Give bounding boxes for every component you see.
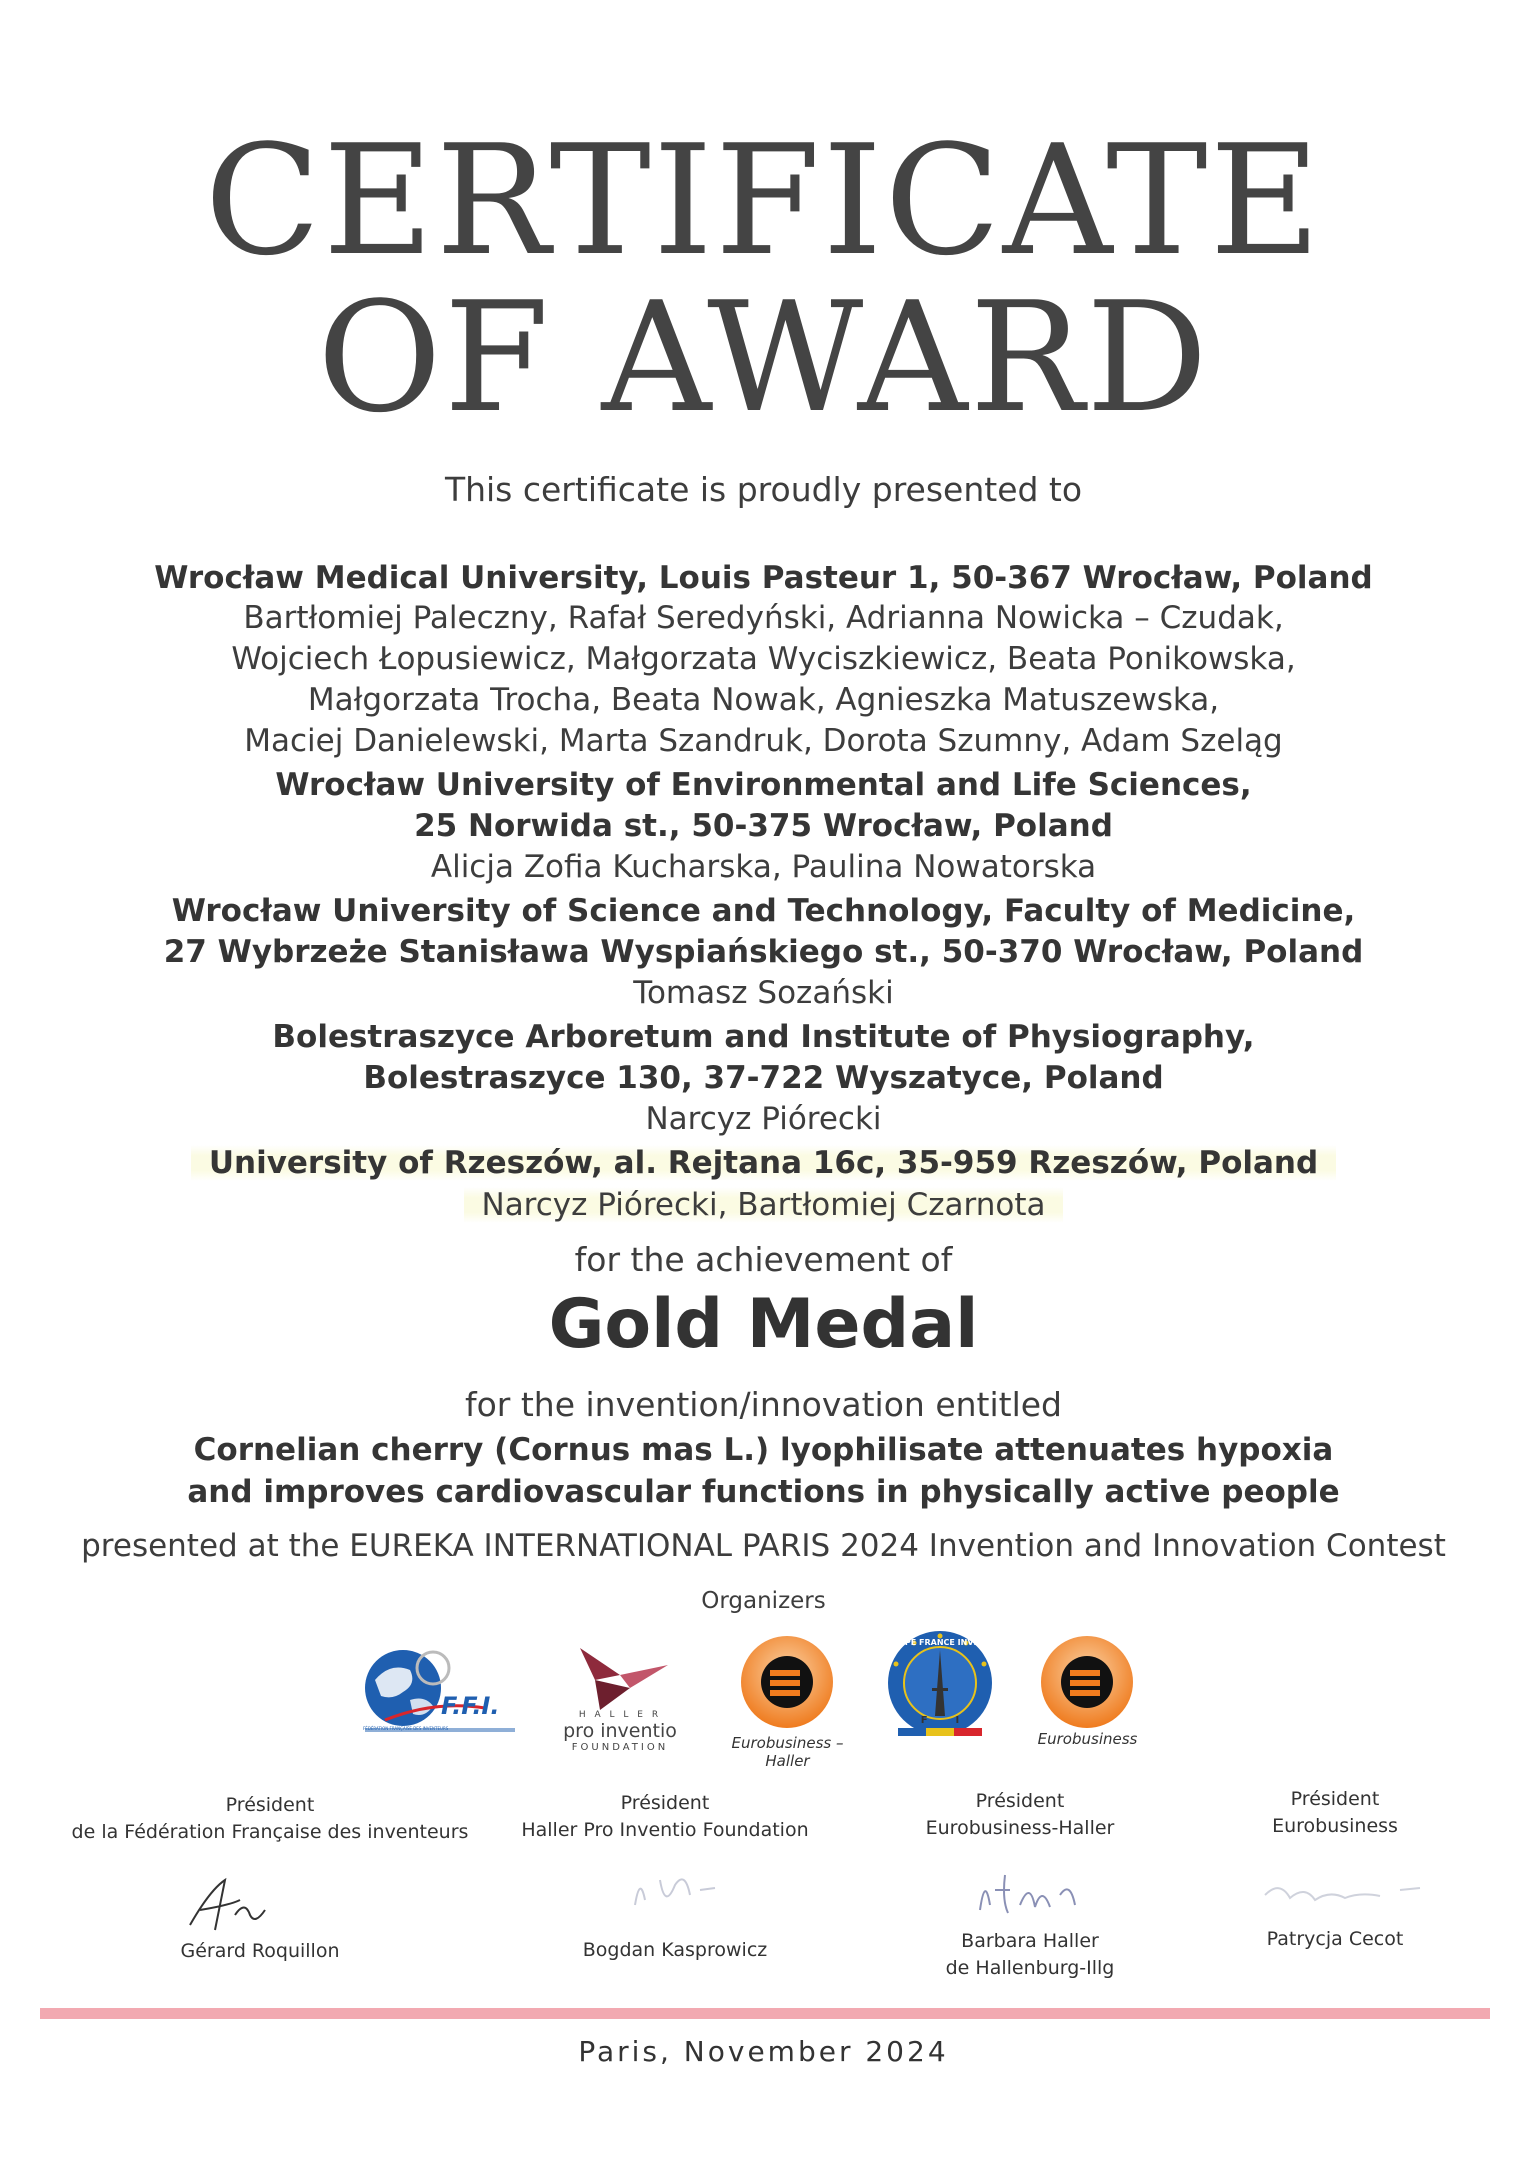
signature-haller	[970, 1865, 1090, 1925]
organizers-label: Organizers	[701, 1588, 826, 1614]
signatory-haller-name	[510, 1937, 840, 1964]
recipient-line-text: Bolestraszyce 130, 37-722 Wyszatyce, Poland	[363, 1060, 1164, 1096]
recipient-line	[0, 893, 1527, 929]
haller-logo-line2: pro inventio	[563, 1720, 677, 1742]
signatory-eurobusiness-haller-name	[880, 1928, 1180, 1982]
recipient-line-text: Narcyz Piórecki, Bartłomiej Czarnota	[464, 1187, 1064, 1223]
invention-title-line1: Cornelian cherry (Cornus mas L.) lyophilisate attenuates hypoxia	[193, 1432, 1334, 1468]
signatory-haller-role-title: Président	[620, 1792, 710, 1814]
footer-date: Paris, November 2024	[578, 2035, 949, 2068]
signatory-ffi-name-line1: Gérard Roquillon	[180, 1940, 340, 1962]
signatory-eurobusiness-role-org: Eurobusiness	[1272, 1815, 1398, 1837]
recipient-line	[0, 1101, 1527, 1137]
certificate-title-line2: OF AWARD	[317, 269, 1210, 446]
eurobusiness-logo	[1010, 1632, 1165, 1757]
medal-title: Gold Medal	[548, 1285, 979, 1364]
recipient-line	[0, 1019, 1527, 1055]
signatory-ffi-role-title: Président	[225, 1794, 315, 1816]
eurobusiness-caption: Eurobusiness	[1037, 1730, 1138, 1748]
signature-roquillon	[180, 1870, 300, 1940]
presented-to-text: This certificate is proudly presented to	[444, 470, 1083, 509]
signatory-eurobusiness-name-line1: Patrycja Cecot	[1266, 1928, 1404, 1950]
signatory-eurobusiness-haller-name-line1: Barbara Haller	[961, 1930, 1099, 1952]
recipient-line	[0, 1187, 1527, 1223]
haller-bird-icon	[560, 1640, 680, 1715]
signatory-eurobusiness-haller-role-org: Eurobusiness-Haller	[925, 1817, 1115, 1839]
contest-text: presented at the EUREKA INTERNATIONAL PARIS 2024 Invention and Innovation Contest	[81, 1528, 1446, 1564]
signatory-ffi-role	[60, 1792, 480, 1846]
signatory-eurobusiness-haller-name-line2: de Hallenburg-Illg	[945, 1957, 1115, 1979]
recipient-line	[0, 808, 1527, 844]
recipient-line	[0, 723, 1527, 759]
eurobusiness-haller-logo	[710, 1632, 865, 1770]
recipient-line	[0, 767, 1527, 803]
europe-france-base-text: F I	[920, 1715, 960, 1726]
recipient-line	[0, 560, 1527, 596]
recipient-line-text: Narcyz Piórecki	[645, 1101, 882, 1137]
recipient-line	[0, 1145, 1527, 1181]
recipient-line	[0, 641, 1527, 677]
achievement-intro: for the achievement of	[574, 1240, 953, 1279]
recipient-line-text: University of Rzeszów, al. Rejtana 16c, 35-959 Rzeszów, Poland	[191, 1145, 1336, 1181]
recipient-line-text: 27 Wybrzeże Stanisława Wyspiańskiego st., 50-370 Wrocław, Poland	[163, 934, 1364, 970]
eurobusiness-haller-caption: Eurobusiness – Haller	[731, 1734, 844, 1770]
ffi-logo-text: F.F.I.	[441, 1692, 500, 1720]
recipient-line-text: Wrocław Medical University, Louis Pasteur 1, 50-367 Wrocław, Poland	[154, 560, 1373, 596]
recipient-line-text: Wrocław University of Science and Technology, Faculty of Medicine,	[171, 893, 1356, 929]
recipient-line-text: Wojciech Łopusiewicz, Małgorzata Wyciszkiewicz, Beata Ponikowska,	[231, 641, 1296, 677]
invention-title-line2: and improves cardiovascular functions in physically active people	[187, 1474, 1340, 1510]
signatory-eurobusiness-role-title: Président	[1290, 1788, 1380, 1810]
eurobusiness-e-icon	[710, 1632, 865, 1732]
recipient-line	[0, 1060, 1527, 1096]
haller-pro-inventio-logo	[560, 1640, 680, 1760]
recipient-line	[0, 975, 1527, 1011]
signatory-ffi-name	[60, 1938, 460, 1965]
signatory-eurobusiness-haller-role	[870, 1788, 1170, 1842]
recipient-line-text: Bartłomiej Paleczny, Rafał Seredyński, Adrianna Nowicka – Czudak,	[243, 600, 1284, 636]
signatory-eurobusiness-haller-role-title: Président	[975, 1790, 1065, 1812]
recipient-line	[0, 682, 1527, 718]
recipient-line-text: Maciej Danielewski, Marta Szandruk, Dorota Szumny, Adam Szeląg	[244, 723, 1283, 759]
recipient-line-text: Tomasz Sozański	[633, 975, 894, 1011]
certificate-title-line1: CERTIFICATE	[204, 112, 1323, 289]
recipient-line	[0, 934, 1527, 970]
eurobusiness-e-icon-2	[1010, 1632, 1165, 1732]
signature-kasprowicz	[620, 1860, 730, 1920]
signatory-haller-name-line1: Bogdan Kasprowicz	[582, 1939, 768, 1961]
signature-cecot	[1260, 1870, 1430, 1915]
signatory-haller-role-org: Haller Pro Inventio Foundation	[521, 1819, 809, 1841]
haller-logo-line1: H A L L E R	[578, 1710, 662, 1720]
europe-france-inventeurs-logo	[880, 1628, 1016, 1753]
signatory-eurobusiness-name	[1200, 1926, 1470, 1953]
footer-accent-line	[40, 2008, 1490, 2019]
recipient-line-text: Małgorzata Trocha, Beata Nowak, Agnieszka Matuszewska,	[307, 682, 1220, 718]
recipient-line	[0, 600, 1527, 636]
europe-france-ring-text: EUROPE FRANCE INVENTEURS	[880, 1638, 1016, 1647]
signatory-eurobusiness-role	[1200, 1786, 1470, 1840]
ffi-logo	[355, 1640, 525, 1740]
invention-intro: for the invention/innovation entitled	[465, 1385, 1062, 1424]
recipient-line-text: Bolestraszyce Arboretum and Institute of Physiography,	[272, 1019, 1255, 1055]
ffi-logo-subtitle: FÉDÉRATION FRANÇAISE DES INVENTEURS	[363, 1726, 449, 1731]
signatory-haller-role	[500, 1790, 830, 1844]
haller-logo-line3: FOUNDATION	[571, 1742, 669, 1753]
recipient-line-text: 25 Norwida st., 50-375 Wrocław, Poland	[414, 808, 1113, 844]
recipient-line-text: Alicja Zofia Kucharska, Paulina Nowatorska	[430, 849, 1097, 885]
ffi-globe-icon	[355, 1640, 525, 1740]
recipient-line-text: Wrocław University of Environmental and Life Sciences,	[275, 767, 1252, 803]
signatory-ffi-role-org: de la Fédération Française des inventeurs	[71, 1821, 469, 1843]
recipient-line	[0, 849, 1527, 885]
